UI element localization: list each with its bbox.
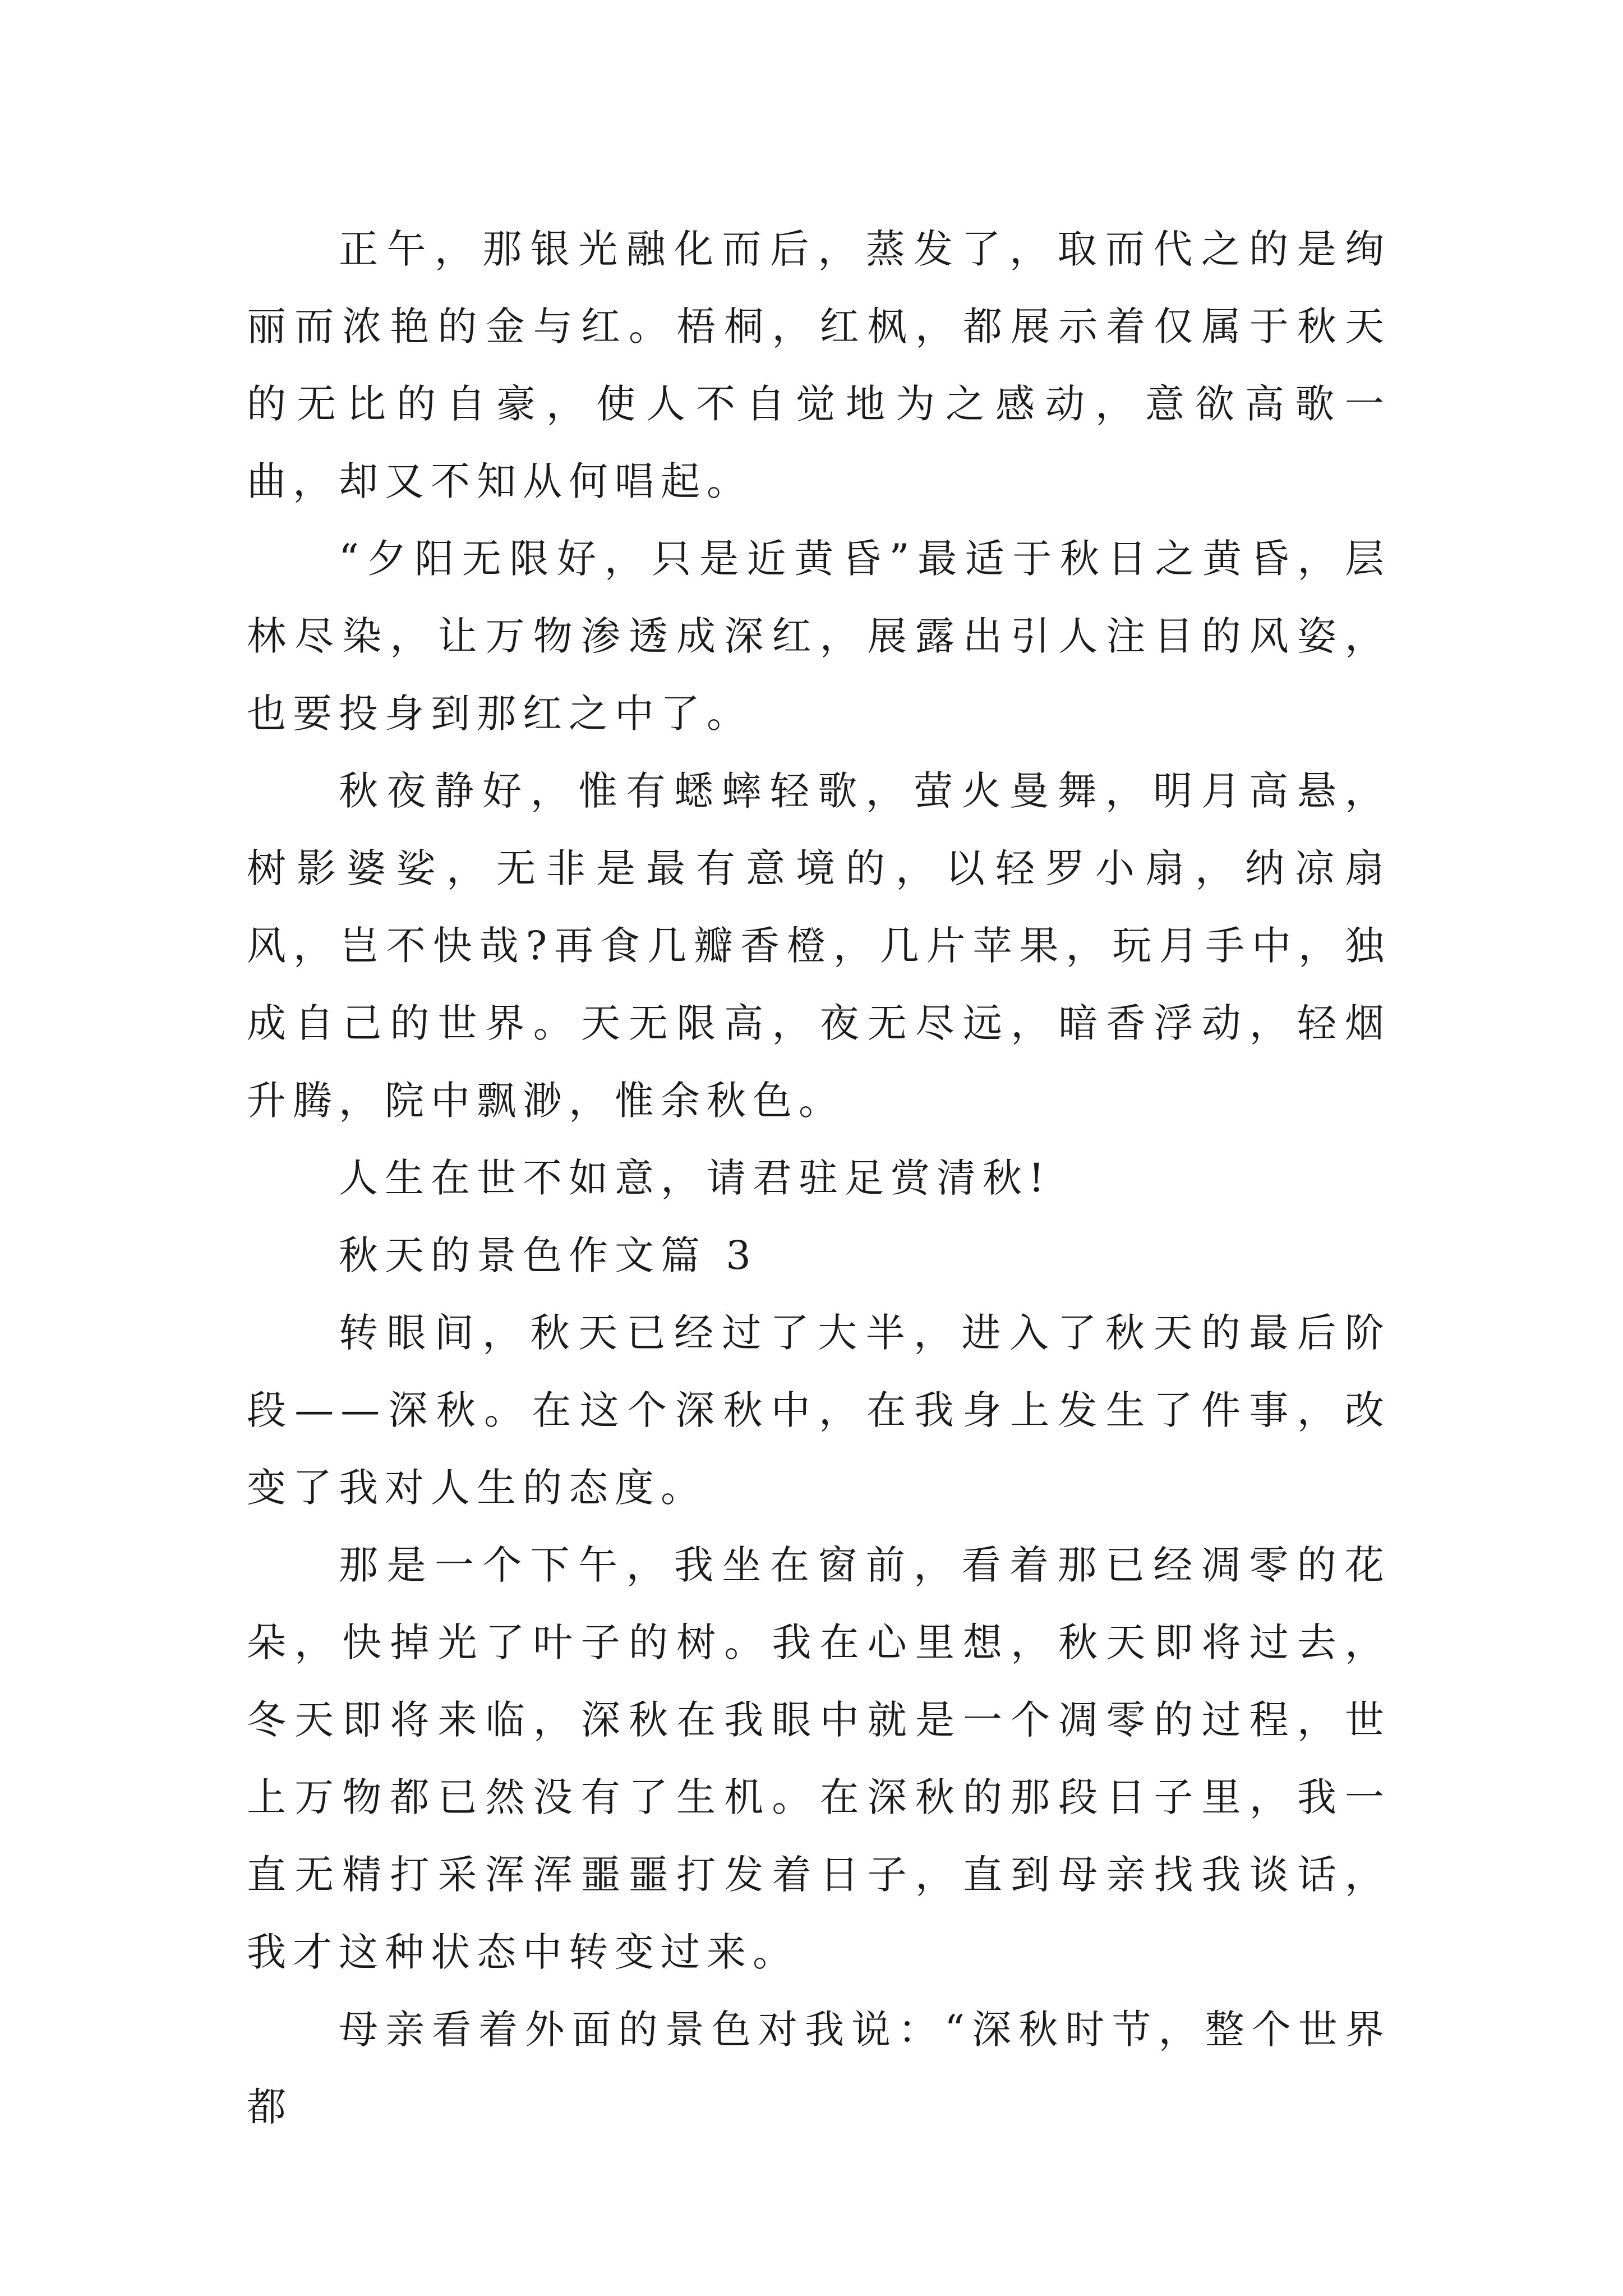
paragraph-mother: 母亲看着外面的景色对我说：“深秋时节，整个世界都 <box>247 2007 1391 2130</box>
paragraph-night: 秋夜静好，惟有蟋蟀轻歌，萤火曼舞，明月高悬，树影婆娑，无非是最有意境的，以轻罗小扇，纳凉扇风，岂不快哉?再食几瓣香橙，几片苹果，玩月手中，独成自己的世界。天无限高，夜无尽远，暗香浮动，轻烟升腾，院中飘渺，惟余秋色。 <box>247 768 1391 1124</box>
paragraph-closing: 人生在世不如意，请君驻足赏清秋! <box>339 1155 1052 1201</box>
section-heading: 秋天的景色作文篇 3 <box>339 1232 758 1278</box>
paragraph-noon: 正午，那银光融化而后，蒸发了，取而代之的是绚丽而浓艳的金与红。梧桐，红枫，都展示着仅属于秋天的无比的自豪，使人不自觉地为之感动，意欲高歌一曲，却又不知从何唱起。 <box>247 226 1391 504</box>
paragraph-sunset: “夕阳无限好，只是近黄昏”最适于秋日之黄昏，层林尽染，让万物渗透成深红，展露出引人注目的风姿，也要投身到那红之中了。 <box>247 536 1391 737</box>
paragraph-late-autumn: 转眼间，秋天已经过了大半，进入了秋天的最后阶段——深秋。在这个深秋中，在我身上发生了件事，改变了我对人生的态度。 <box>247 1310 1391 1511</box>
document-body <box>247 210 1391 2146</box>
paragraph-afternoon: 那是一个下午，我坐在窗前，看着那已经凋零的花朵，快掉光了叶子的树。我在心里想，秋天即将过去，冬天即将来临，深秋在我眼中就是一个凋零的过程，世上万物都已然没有了生机。在深秋的那段日子里，我一直无精打采浑浑噩噩打发着日子，直到母亲找我谈话，我才这种状态中转变过来。 <box>247 1542 1391 1975</box>
